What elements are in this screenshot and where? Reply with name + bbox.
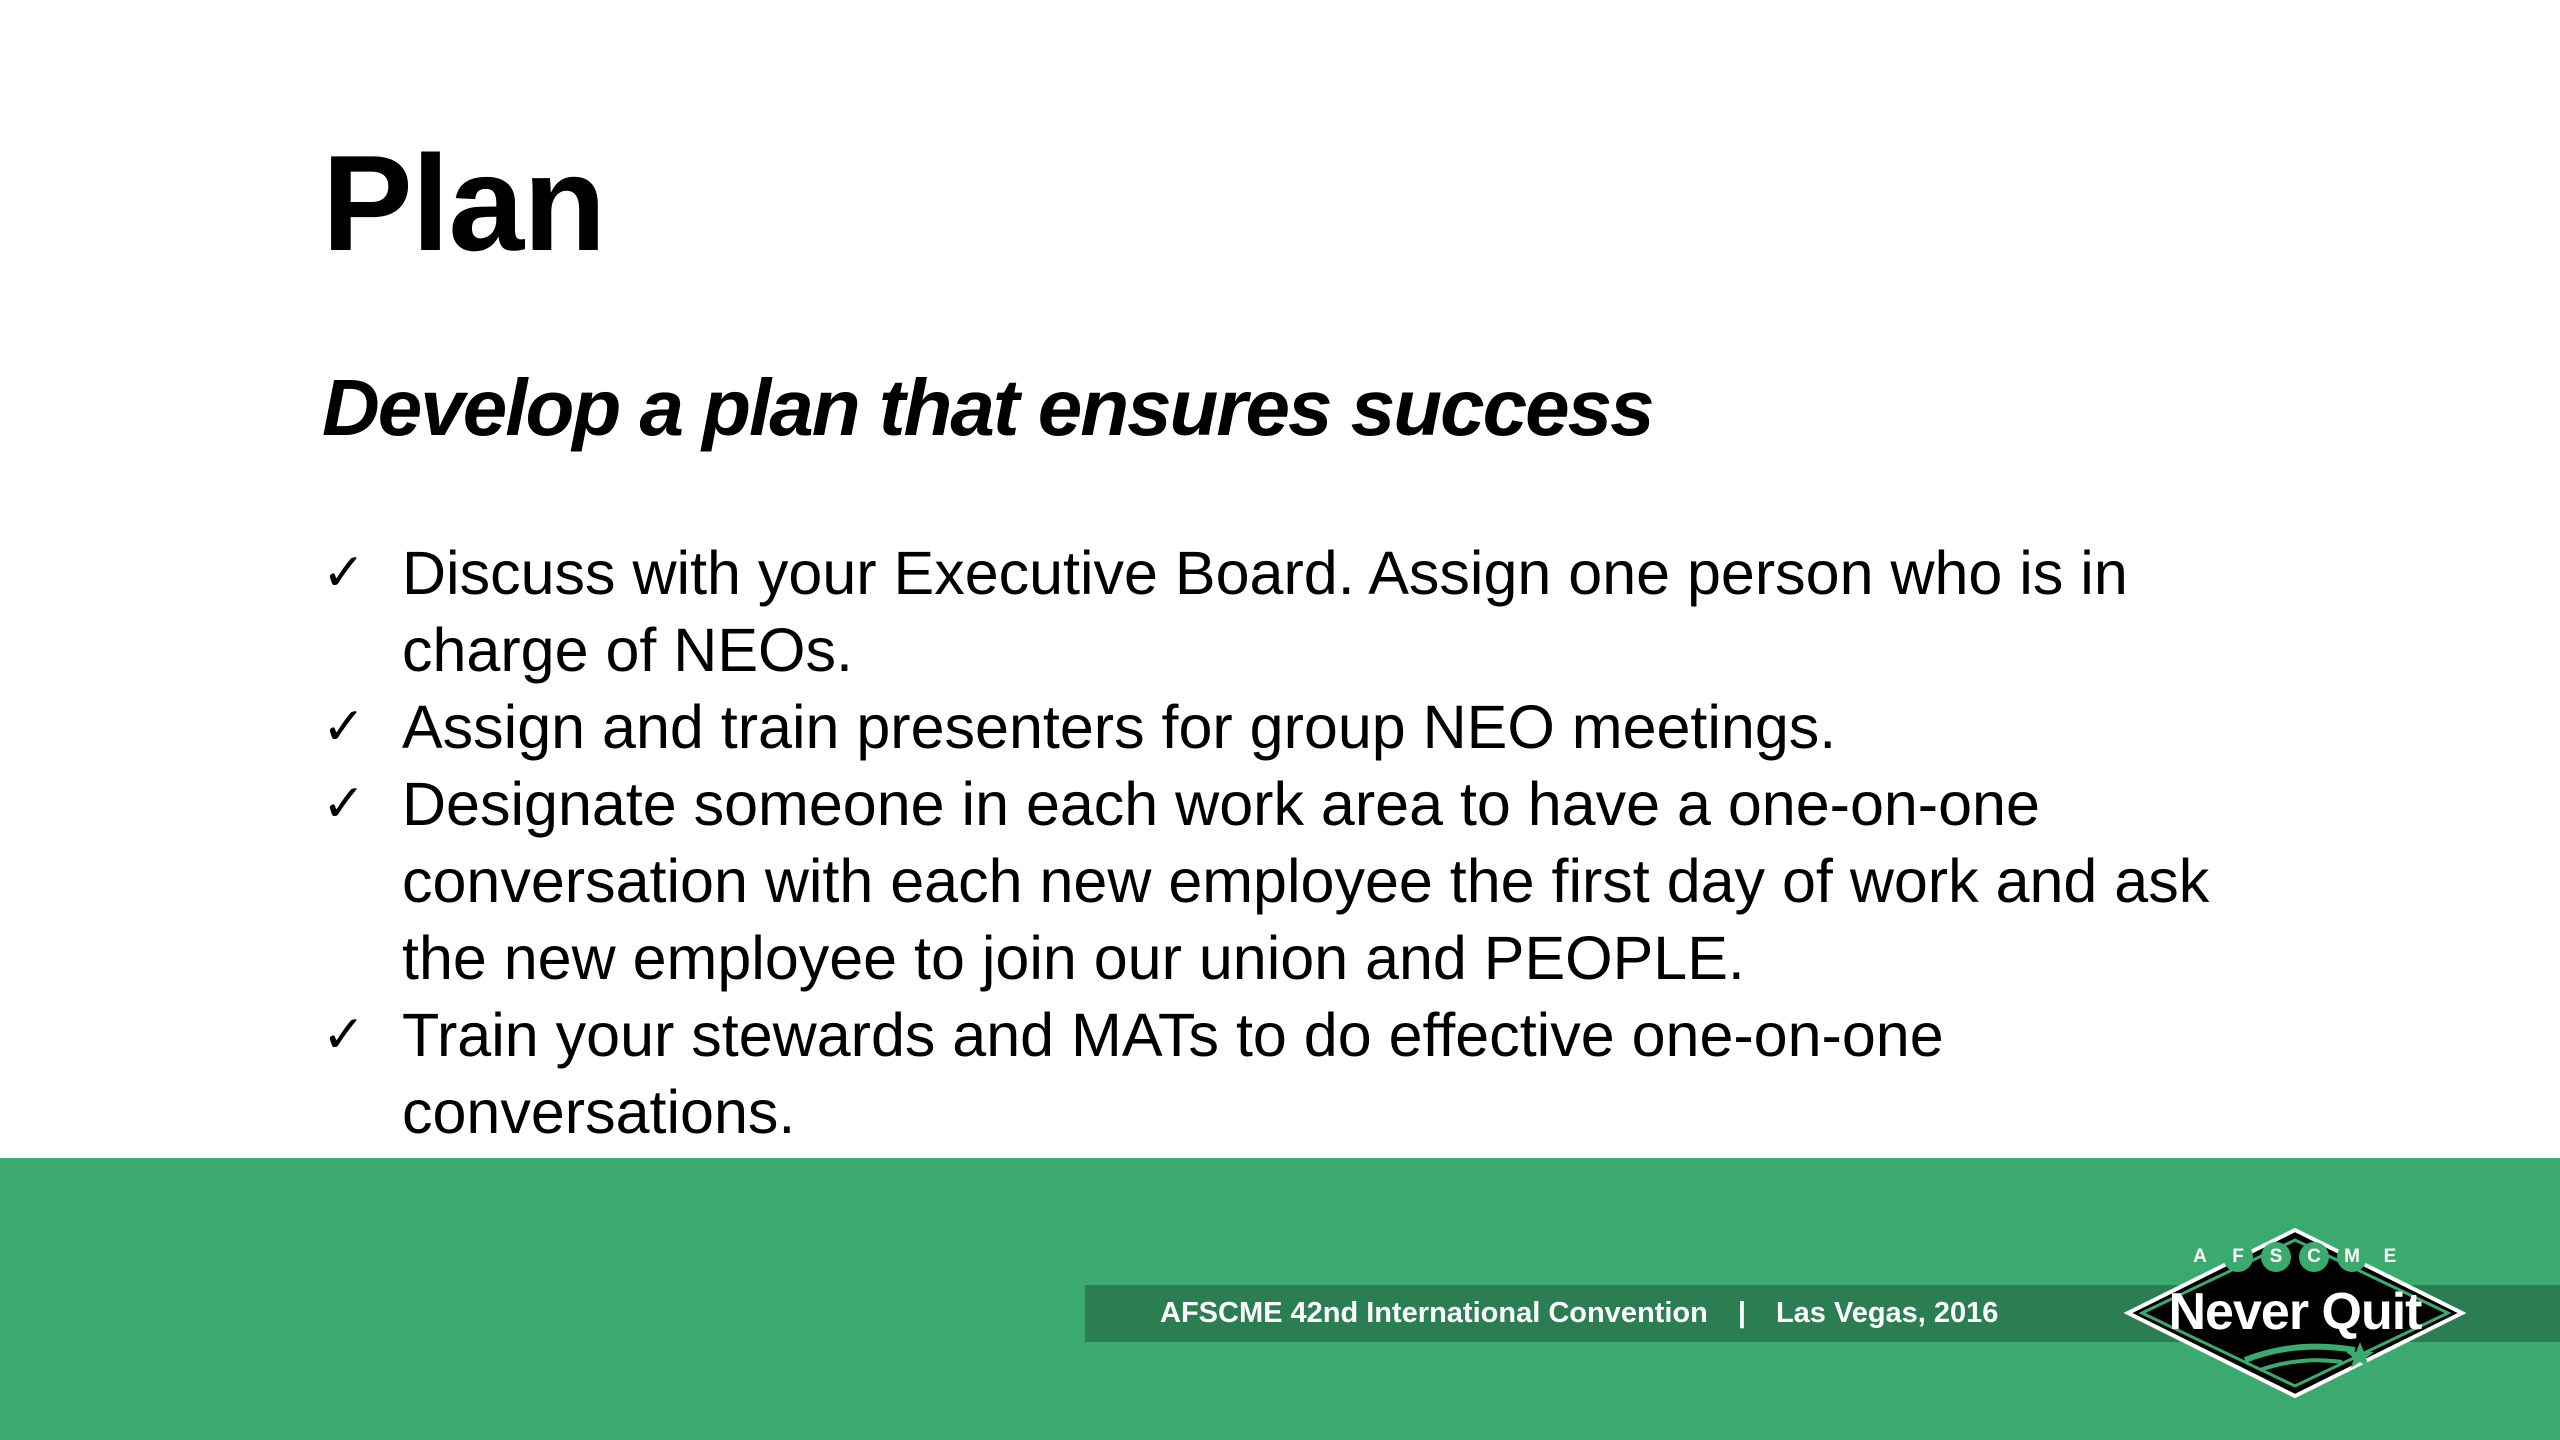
- list-item: [322, 689, 2222, 766]
- slide-subtitle: Develop a plan that ensures success: [322, 363, 1653, 452]
- bullet-text: Discuss with your Executive Board. Assign one person who is in charge of NEOs.: [402, 539, 2128, 684]
- footer-bar: [0, 1158, 2560, 1440]
- bullet-list: [322, 535, 2222, 1151]
- checkmark-icon: ✓: [322, 1005, 366, 1065]
- checkmark-icon: ✓: [322, 774, 366, 834]
- list-item: [322, 997, 2222, 1151]
- logo-letter: S: [2261, 1242, 2291, 1272]
- logo-letters: [2120, 1242, 2470, 1272]
- checkmark-icon: ✓: [322, 697, 366, 757]
- event-location: Las Vegas, 2016: [1775, 1297, 1999, 1329]
- footer-separator: |: [1737, 1297, 1746, 1329]
- logo-tagline: Never Quit: [2168, 1283, 2422, 1341]
- bullet-text: Assign and train presenters for group NEO meetings.: [402, 693, 1837, 761]
- bullet-text: Designate someone in each work area to have a one-on-one conversation with each new employee the first day of work and ask the new employee to join our union and PEOPLE.: [402, 770, 2210, 992]
- logo-letter: C: [2299, 1242, 2329, 1272]
- event-name: AFSCME 42nd International Convention: [1160, 1297, 1708, 1329]
- afscme-never-quit-logo: [2120, 1228, 2470, 1398]
- logo-letter: E: [2375, 1242, 2405, 1272]
- logo-letter: M: [2337, 1242, 2367, 1272]
- logo-letter: F: [2223, 1242, 2253, 1272]
- bullet-text: Train your stewards and MATs to do effective one-on-one conversations.: [402, 1001, 1944, 1146]
- footer-caption: [1160, 1285, 1998, 1342]
- list-item: [322, 766, 2222, 997]
- logo-letter: A: [2185, 1242, 2215, 1272]
- slide-title: Plan: [322, 127, 606, 279]
- list-item: [322, 535, 2222, 689]
- checkmark-icon: ✓: [322, 543, 366, 603]
